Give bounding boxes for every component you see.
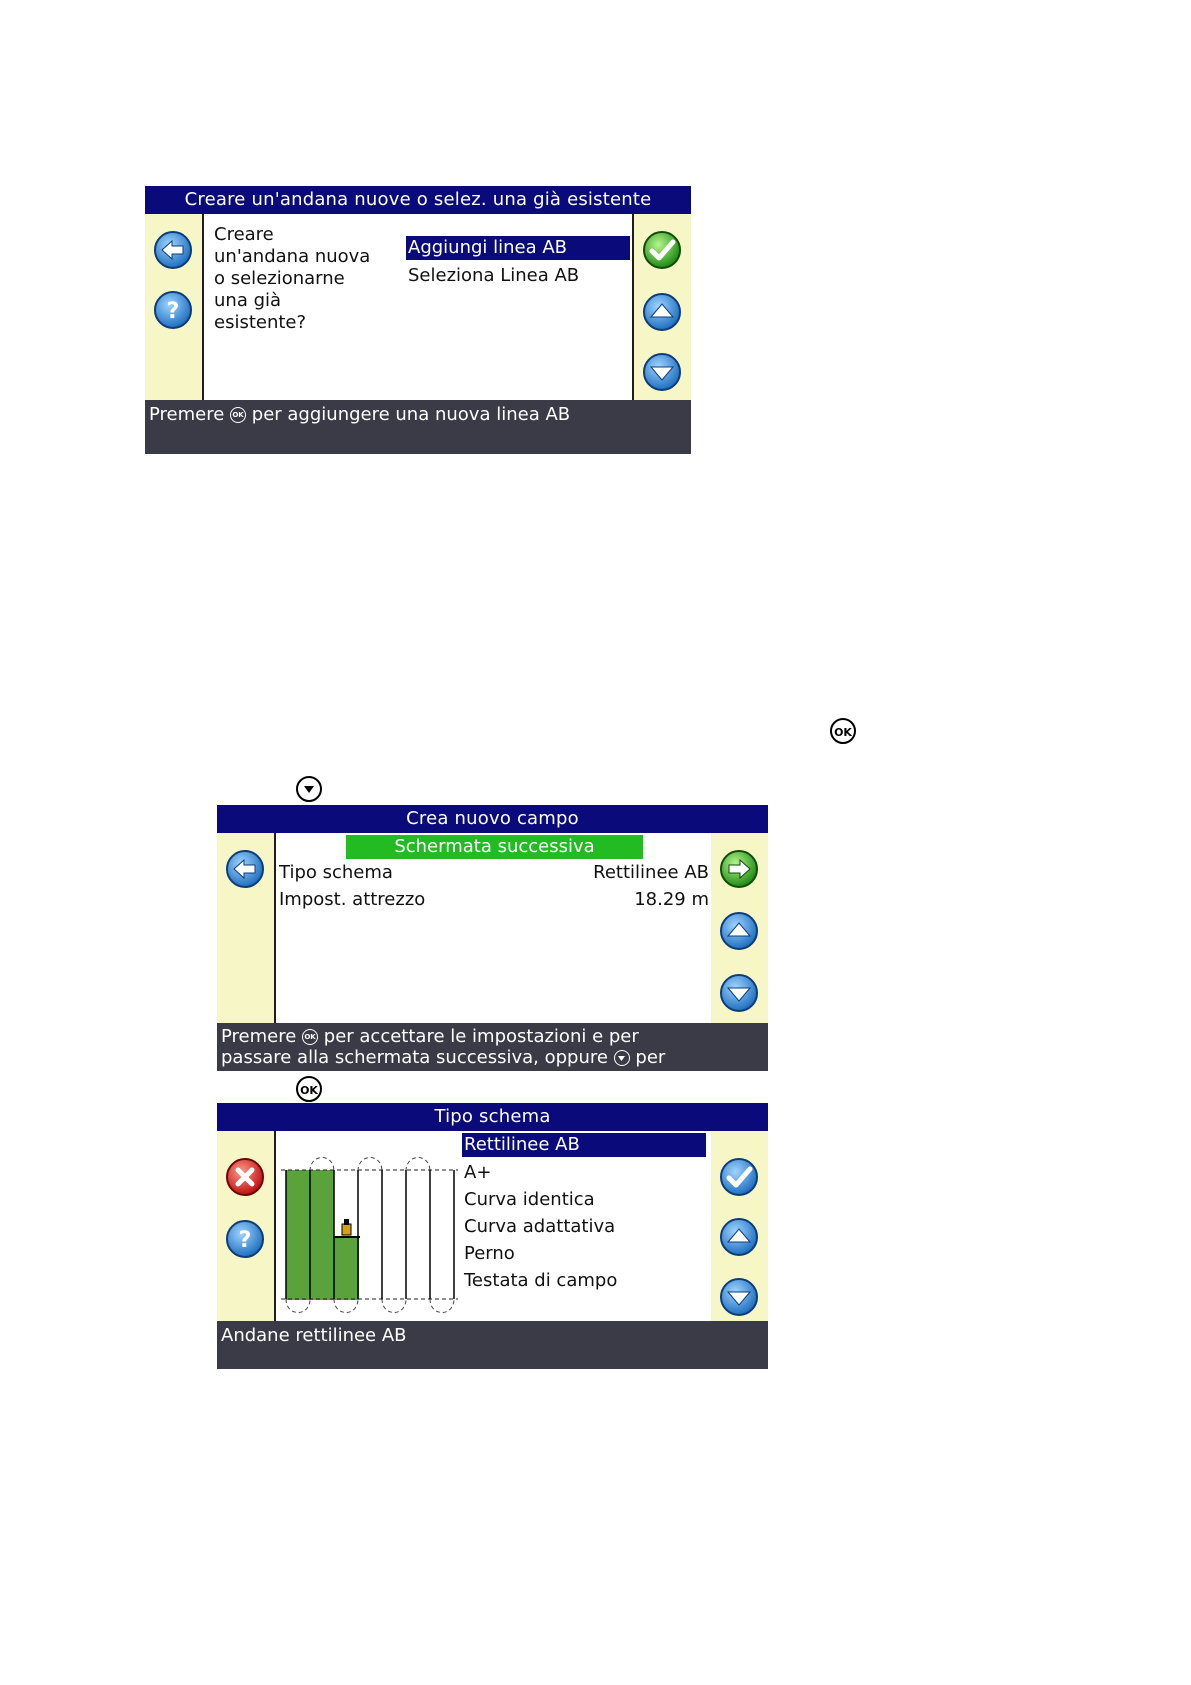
accept-button[interactable]	[642, 230, 682, 270]
back-icon	[153, 230, 193, 270]
question-line: Creare	[214, 224, 274, 245]
up-arrow-icon	[719, 1217, 759, 1257]
accept-button[interactable]	[719, 1157, 759, 1197]
down-key-icon	[614, 1050, 630, 1066]
ok-key-icon: OK	[296, 1076, 322, 1102]
preview-area	[274, 1131, 462, 1321]
next-button[interactable]	[719, 849, 759, 889]
scroll-up-button[interactable]	[642, 292, 682, 332]
screen-title: Crea nuovo campo	[217, 805, 768, 833]
next-screen-item[interactable]: Schermata successiva	[346, 835, 643, 859]
question-line: una già	[214, 290, 282, 311]
setting-label[interactable]: Impost. attrezzo	[279, 889, 426, 910]
content-area	[202, 214, 634, 400]
up-arrow-icon	[642, 292, 682, 332]
ok-icon: OK	[230, 407, 246, 423]
pattern-option[interactable]: Testata di campo	[464, 1270, 618, 1291]
status-text: per	[635, 1047, 666, 1068]
scroll-down-button[interactable]	[719, 973, 759, 1013]
question-text	[214, 224, 370, 334]
question-line: esistente?	[214, 312, 307, 333]
status-line	[221, 1047, 764, 1068]
check-icon	[642, 230, 682, 270]
status-bar	[217, 1023, 768, 1071]
screen-title: Creare un'andana nuove o selez. una già esistente	[145, 186, 691, 214]
check-icon	[719, 1157, 759, 1197]
option-select-ab-line[interactable]: Seleziona Linea AB	[408, 265, 580, 286]
svg-text:?: ?	[166, 299, 180, 324]
cancel-icon	[225, 1157, 265, 1197]
straight-ab-pattern-preview	[276, 1131, 460, 1321]
help-button[interactable]	[225, 1219, 265, 1259]
left-button-panel	[217, 1131, 274, 1321]
down-key-icon	[296, 776, 322, 802]
status-bar	[145, 400, 691, 454]
down-arrow-icon	[719, 973, 759, 1013]
status-text: Premere	[221, 1026, 297, 1047]
status-text: per aggiungere una nuova linea AB	[251, 404, 571, 425]
back-icon	[225, 849, 265, 889]
scroll-up-button[interactable]	[719, 911, 759, 951]
status-text: passare alla schermata successiva, oppure	[221, 1047, 608, 1068]
right-button-panel	[634, 214, 691, 400]
left-button-panel	[145, 214, 202, 400]
down-arrow-icon	[719, 1277, 759, 1317]
status-text: Andane rettilinee AB	[221, 1325, 407, 1346]
scroll-down-button[interactable]	[642, 352, 682, 392]
pattern-option[interactable]: Perno	[464, 1243, 515, 1264]
help-icon	[153, 290, 193, 330]
help-icon	[225, 1219, 265, 1259]
pattern-option[interactable]: Rettilinee AB	[462, 1133, 706, 1157]
status-text: per accettare le impostazioni e per	[323, 1026, 639, 1047]
right-button-panel	[711, 833, 768, 1023]
pattern-option[interactable]: A+	[464, 1162, 492, 1183]
help-button[interactable]	[153, 290, 193, 330]
content-area	[274, 833, 715, 1023]
option-add-ab-line[interactable]: Aggiungi linea AB	[406, 236, 630, 260]
status-bar	[217, 1321, 768, 1369]
pattern-list	[460, 1131, 713, 1321]
ok-icon: OK	[302, 1029, 318, 1045]
screen-pattern-type	[217, 1103, 768, 1369]
pattern-option[interactable]: Curva adattativa	[464, 1216, 616, 1237]
screen-title: Tipo schema	[217, 1103, 768, 1131]
status-text: Premere	[149, 404, 225, 425]
setting-label[interactable]: Tipo schema	[279, 862, 393, 883]
question-line: un'andana nuova	[214, 246, 371, 267]
status-line	[221, 1026, 764, 1047]
back-button[interactable]	[153, 230, 193, 270]
setting-value: Rettilinee AB	[593, 862, 709, 883]
ok-key-icon: OK	[830, 718, 856, 744]
scroll-down-button[interactable]	[719, 1277, 759, 1317]
next-icon	[719, 849, 759, 889]
screen-create-new-field	[217, 805, 768, 1071]
pattern-option[interactable]: Curva identica	[464, 1189, 595, 1210]
down-arrow-icon	[642, 352, 682, 392]
left-button-panel	[217, 833, 274, 1023]
right-button-panel	[711, 1131, 768, 1321]
up-arrow-icon	[719, 911, 759, 951]
question-line: o selezionarne	[214, 268, 345, 289]
cancel-button[interactable]	[225, 1157, 265, 1197]
scroll-up-button[interactable]	[719, 1217, 759, 1257]
back-button[interactable]	[225, 849, 265, 889]
setting-value: 18.29 m	[634, 889, 709, 910]
screen-create-swath	[145, 186, 691, 454]
svg-text:?: ?	[238, 1228, 252, 1253]
